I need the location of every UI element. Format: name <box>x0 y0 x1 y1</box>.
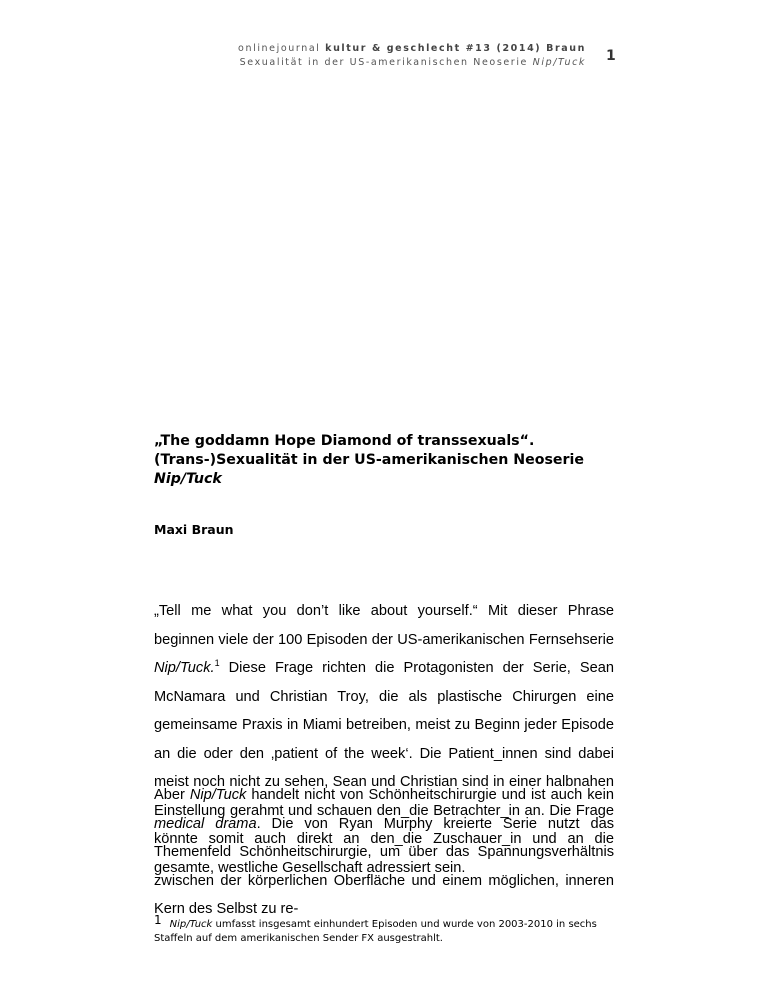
title-line-1: „The goddamn Hope Diamond of transsexuals“. <box>154 433 535 449</box>
paragraph-2-genre: medical drama <box>154 815 257 832</box>
header-journal: onlinejournal <box>238 43 321 54</box>
footnote-text: umfasst insgesamt einhundert Episoden und wurde von 2003-2010 in sechs Staffeln auf dem amerikanischen Sender FX ausgestrahlt. <box>154 919 597 944</box>
paragraph-2-text-c: . Die von Ryan Murphy kreierte Serie nutzt das Themenfeld Schönheitschirurgie, um über das Spannungsverhältnis zwischen der körperlichen Oberfläche und einem möglichen, inneren Kern des Selbst zu re- <box>154 815 614 917</box>
article-title <box>154 432 614 489</box>
title-line-3: Nip/Tuck <box>154 471 222 487</box>
footnote-series-title: Nip/Tuck <box>169 919 213 930</box>
paragraph-1-text-a: „Tell me what you don’t like about yourself.“ Mit dieser Phrase beginnen viele der 100 Episoden der US-amerikanischen Fernsehserie <box>154 603 614 648</box>
paragraph-2-text-a: Aber <box>154 787 190 803</box>
page-number: 1 <box>606 48 616 64</box>
footnote-ref[interactable]: 1 <box>214 658 220 669</box>
header-issue: kultur & geschlecht #13 (2014) Braun <box>325 43 586 54</box>
footnote-1 <box>154 913 614 946</box>
paragraph-1-text-b: Diese Frage richten die Protagonisten der Serie, Sean McNamara und Christian Troy, die als plastische Chirurgen eine gemeinsame Praxis in Miami betreiben, meist zu Beginn jeder Episode an die oder den ‚patient of the week‘. Die Patient_innen sind dabei meist noch nicht zu sehen, Sean und Christian sind in einer halbnahen Einstellung gerahmt und schauen den_die Betrachter_in an. Die Frage könnte somit auch direkt an den_die Zuschauer_in und an die gesamte, westliche Gesellschaft adressiert sein. <box>154 660 614 876</box>
author-name: Maxi Braun <box>154 522 234 537</box>
footnote-number: 1 <box>154 913 162 927</box>
header-subtitle: Sexualität in der US-amerikanischen Neoserie <box>239 57 528 68</box>
header-line-1 <box>0 42 586 56</box>
running-header <box>0 42 586 70</box>
paragraph-2-text-b: handelt nicht von Schönheitschirurgie und ist auch kein <box>246 787 614 803</box>
title-line-2: (Trans-)Sexualität in der US-amerikanischen Neoserie <box>154 452 585 468</box>
header-line-2 <box>0 56 586 70</box>
paragraph-1-series-title: Nip/Tuck. <box>154 660 215 676</box>
paragraph-2-series-title: Nip/Tuck <box>189 787 247 803</box>
header-subtitle-italic: Nip/Tuck <box>532 57 586 68</box>
paragraph-2 <box>154 781 614 924</box>
